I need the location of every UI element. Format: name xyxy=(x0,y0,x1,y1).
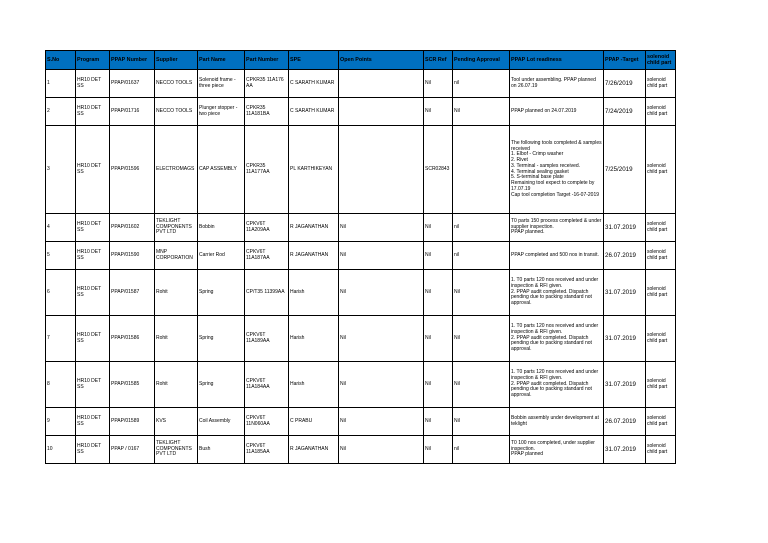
cell-sno: 5 xyxy=(46,242,76,270)
cell-open-points xyxy=(339,98,424,126)
cell-supplier: TEKLIGHT COMPONENTS PVT LTD xyxy=(155,214,198,242)
table-row xyxy=(46,270,676,316)
cell-solenoid-child-part: solenoid child part xyxy=(646,214,676,242)
cell-ppap-target: 26.07.2019 xyxy=(604,242,646,270)
cell-ppap-number: PPAP/01585 xyxy=(110,362,155,408)
header-cell-solenoid-child-part: solenoid child part xyxy=(646,51,676,70)
cell-solenoid-child-part: solenoid child part xyxy=(646,436,676,464)
cell-ppap-number: PPAP/01596 xyxy=(110,126,155,214)
cell-spe: C PRABU xyxy=(289,408,339,436)
ppap-status-sheet xyxy=(45,50,676,464)
cell-part-name: Bobbin xyxy=(198,214,245,242)
cell-pending-approval: nil xyxy=(453,70,510,98)
header-cell-part-number: Part Number xyxy=(245,51,289,70)
cell-ppap-target: 26.07.2019 xyxy=(604,408,646,436)
cell-part-number: CPKR35 11A177AA xyxy=(245,126,289,214)
cell-part-number: CPKV6T 11A187AA xyxy=(245,242,289,270)
cell-ppap-number: PPAP/01716 xyxy=(110,98,155,126)
header-cell-program: Program xyxy=(76,51,110,70)
header-row xyxy=(46,51,676,70)
cell-scr-ref: SCR02843 xyxy=(424,126,453,214)
cell-scr-ref: Nil xyxy=(424,270,453,316)
cell-program: HR10 DET SS xyxy=(76,270,110,316)
cell-part-number: CPKV6T 11A209AA xyxy=(245,214,289,242)
cell-open-points: Nil xyxy=(339,436,424,464)
cell-scr-ref: Nil xyxy=(424,316,453,362)
cell-spe: C SARATH KUMAR xyxy=(289,70,339,98)
header-cell-ppap-number: PPAP Number xyxy=(110,51,155,70)
cell-supplier: Rohit xyxy=(155,316,198,362)
cell-sno: 9 xyxy=(46,408,76,436)
cell-open-points xyxy=(339,70,424,98)
cell-pending-approval: Nil xyxy=(453,316,510,362)
cell-pending-approval: Nil xyxy=(453,408,510,436)
cell-program: HR10 DET SS xyxy=(76,98,110,126)
cell-sno: 7 xyxy=(46,316,76,362)
cell-part-name: Carrier Rod xyxy=(198,242,245,270)
cell-program: HR10 DET SS xyxy=(76,242,110,270)
cell-ppap-target: 31.07.2019 xyxy=(604,270,646,316)
cell-program: HR10 DET SS xyxy=(76,126,110,214)
cell-ppap-lot-readiness: T0 100 nos completed, under supplier inspection. PPAP planned xyxy=(510,436,604,464)
cell-part-name: Spring xyxy=(198,362,245,408)
header-cell-open-points: Open Points xyxy=(339,51,424,70)
cell-spe: R JAGANATHAN xyxy=(289,214,339,242)
cell-part-number: CPKV6T 11N060AA xyxy=(245,408,289,436)
cell-part-name: Coil Assembly xyxy=(198,408,245,436)
table-row xyxy=(46,436,676,464)
cell-solenoid-child-part: solenoid child part xyxy=(646,408,676,436)
cell-part-number: CP/T35 11399AA xyxy=(245,270,289,316)
cell-solenoid-child-part: solenoid child part xyxy=(646,126,676,214)
cell-supplier: ELECTROMAGS xyxy=(155,126,198,214)
cell-open-points xyxy=(339,126,424,214)
cell-ppap-target: 31.07.2019 xyxy=(604,316,646,362)
table-row xyxy=(46,408,676,436)
header-cell-spe: SPE xyxy=(289,51,339,70)
cell-scr-ref: Nil xyxy=(424,70,453,98)
cell-ppap-lot-readiness: PPAP completed and 500 nos in transit. xyxy=(510,242,604,270)
cell-open-points: Nil xyxy=(339,242,424,270)
cell-scr-ref: Nil xyxy=(424,242,453,270)
cell-ppap-number: PPAP/01587 xyxy=(110,270,155,316)
cell-part-number: CPKR35 11A181BA xyxy=(245,98,289,126)
table-row xyxy=(46,362,676,408)
cell-open-points: Nil xyxy=(339,214,424,242)
cell-solenoid-child-part: solenoid child part xyxy=(646,242,676,270)
cell-spe: C SARATH KUMAR xyxy=(289,98,339,126)
header-cell-scr-ref: SCR Ref xyxy=(424,51,453,70)
table-row xyxy=(46,126,676,214)
cell-supplier: Rohit xyxy=(155,362,198,408)
table-row xyxy=(46,242,676,270)
cell-part-number: CPKV6T 11A184AA xyxy=(245,362,289,408)
cell-ppap-lot-readiness: 1. T0 parts 120 nos received and under inspection & RFI given. 2. PPAP audit completed. Dispatch pending due to packing standard not approval. xyxy=(510,362,604,408)
cell-part-name: Solenoid frame - three piece xyxy=(198,70,245,98)
header-cell-part-name: Part Name xyxy=(198,51,245,70)
cell-part-name: CAP ASSEMBLY xyxy=(198,126,245,214)
cell-supplier: NECCO TOOLS xyxy=(155,70,198,98)
cell-solenoid-child-part: solenoid child part xyxy=(646,98,676,126)
cell-spe: Harish xyxy=(289,316,339,362)
header-cell-ppap-lot-readiness: PPAP Lot readiness xyxy=(510,51,604,70)
cell-scr-ref: Nil xyxy=(424,214,453,242)
cell-program: HR10 DET SS xyxy=(76,436,110,464)
table-row xyxy=(46,316,676,362)
table-row xyxy=(46,98,676,126)
cell-ppap-lot-readiness: PPAP planned on 24.07.2019 xyxy=(510,98,604,126)
cell-program: HR10 DET SS xyxy=(76,70,110,98)
cell-ppap-number: PPAP/01602 xyxy=(110,214,155,242)
cell-spe: R JAGANATHAN xyxy=(289,436,339,464)
cell-open-points: Nil xyxy=(339,316,424,362)
cell-scr-ref: Nil xyxy=(424,436,453,464)
cell-part-number: CPKV6T 11A185AA xyxy=(245,436,289,464)
cell-pending-approval xyxy=(453,126,510,214)
cell-supplier: MNP CORPORATION xyxy=(155,242,198,270)
cell-ppap-target: 31.07.2019 xyxy=(604,214,646,242)
cell-pending-approval: nil xyxy=(453,242,510,270)
cell-solenoid-child-part: solenoid child part xyxy=(646,70,676,98)
cell-ppap-lot-readiness: 1. T0 parts 120 nos received and under inspection & RFI given. 2. PPAP audit completed. Dispatch pending due to packing standard not approval. xyxy=(510,316,604,362)
cell-spe: Harish xyxy=(289,362,339,408)
table-row xyxy=(46,70,676,98)
cell-solenoid-child-part: solenoid child part xyxy=(646,316,676,362)
cell-supplier: NECCO TOOLS xyxy=(155,98,198,126)
cell-ppap-lot-readiness: 1. T0 parts 120 nos received and under inspection & RFI given. 2. PPAP audit completed. Dispatch pending due to packing standard not approval. xyxy=(510,270,604,316)
header-cell-sno: S.No xyxy=(46,51,76,70)
cell-spe: PL KARTHIKEYAN xyxy=(289,126,339,214)
cell-pending-approval: nil xyxy=(453,436,510,464)
cell-sno: 3 xyxy=(46,126,76,214)
cell-sno: 6 xyxy=(46,270,76,316)
cell-supplier: Rohit xyxy=(155,270,198,316)
header-cell-pending-approval: Pending Approval xyxy=(453,51,510,70)
cell-supplier: TEKLIGHT COMPONENTS PVT LTD xyxy=(155,436,198,464)
cell-open-points: Nil xyxy=(339,408,424,436)
cell-solenoid-child-part: solenoid child part xyxy=(646,270,676,316)
cell-part-name: Spring xyxy=(198,270,245,316)
cell-ppap-target: 31.07.2019 xyxy=(604,436,646,464)
cell-open-points: Nil xyxy=(339,270,424,316)
cell-program: HR10 DET SS xyxy=(76,362,110,408)
cell-part-number: CPKV6T 11A189AA xyxy=(245,316,289,362)
cell-ppap-number: PPAP/01637 xyxy=(110,70,155,98)
cell-program: HR10 DET SS xyxy=(76,316,110,362)
cell-ppap-number: PPAP/01586 xyxy=(110,316,155,362)
cell-pending-approval: Nil xyxy=(453,270,510,316)
cell-pending-approval: Nil xyxy=(453,98,510,126)
header-cell-supplier: Supplier xyxy=(155,51,198,70)
cell-ppap-target: 7/25/2019 xyxy=(604,126,646,214)
cell-program: HR10 DET SS xyxy=(76,408,110,436)
cell-solenoid-child-part: solenoid child part xyxy=(646,362,676,408)
cell-ppap-lot-readiness: Tool under assembling. PPAP planned on 26.07.19 xyxy=(510,70,604,98)
cell-open-points: Nil xyxy=(339,362,424,408)
cell-ppap-lot-readiness: Bobbin assembly under development at teklight xyxy=(510,408,604,436)
cell-spe: R JAGANATHAN xyxy=(289,242,339,270)
cell-program: HR10 DET SS xyxy=(76,214,110,242)
cell-pending-approval: nil xyxy=(453,214,510,242)
cell-part-name: Plunger stopper - two piece xyxy=(198,98,245,126)
cell-sno: 1 xyxy=(46,70,76,98)
cell-part-name: Bush xyxy=(198,436,245,464)
cell-ppap-number: PPAP/01590 xyxy=(110,242,155,270)
cell-scr-ref: Nil xyxy=(424,408,453,436)
cell-ppap-lot-readiness: The following tools completed & samples received 1. Elbof - Crimp washer 2. Rivet 3. Terminal - samples received. 4. Terminal sealing gasket 5. S-terminal base plate Remaining tool expect to complete by 17.07.19 Cap tool completion Target -16-07-2019 xyxy=(510,126,604,214)
cell-ppap-target: 7/24/2019 xyxy=(604,98,646,126)
cell-scr-ref: Nil xyxy=(424,98,453,126)
cell-sno: 4 xyxy=(46,214,76,242)
cell-sno: 8 xyxy=(46,362,76,408)
cell-ppap-number: PPAP/01589 xyxy=(110,408,155,436)
cell-supplier: KVS xyxy=(155,408,198,436)
cell-sno: 10 xyxy=(46,436,76,464)
table-row xyxy=(46,214,676,242)
cell-sno: 2 xyxy=(46,98,76,126)
header-cell-ppap-target: PPAP -Target xyxy=(604,51,646,70)
cell-spe: Harish xyxy=(289,270,339,316)
cell-ppap-lot-readiness: T0 parts 150 process completed & under supplier inspection. PPAP planned. xyxy=(510,214,604,242)
cell-part-number: CPKR35 11A176 AA xyxy=(245,70,289,98)
cell-ppap-target: 31.07.2019 xyxy=(604,362,646,408)
cell-ppap-number: PPAP / 0167 xyxy=(110,436,155,464)
cell-ppap-target: 7/26/2019 xyxy=(604,70,646,98)
cell-part-name: Spring xyxy=(198,316,245,362)
cell-pending-approval: Nil xyxy=(453,362,510,408)
cell-scr-ref: Nil xyxy=(424,362,453,408)
